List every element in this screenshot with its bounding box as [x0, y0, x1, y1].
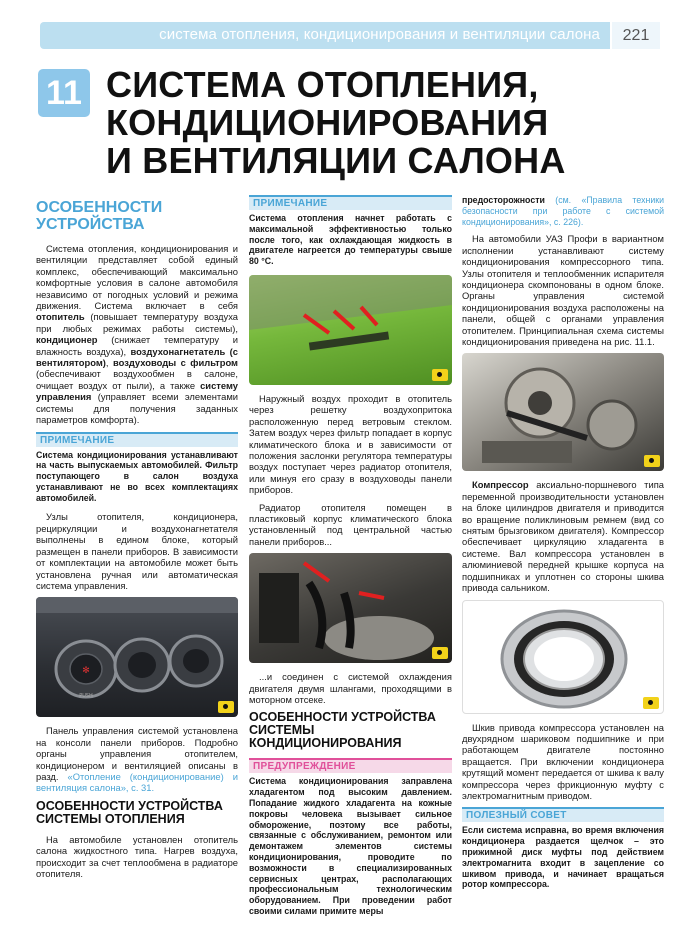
paragraph: Радиатор отопителя помещен в пластиковый корпус климатического блока установленный под центральной частью панели приборов...: [249, 501, 452, 547]
term: Компрессор: [472, 479, 529, 491]
chapter-title-line: СИСТЕМА ОТОПЛЕНИЯ,: [106, 64, 539, 105]
photo-caption: [36, 725, 238, 793]
section-heading-line: СИСТЕМЫ ОТОПЛЕНИЯ: [36, 811, 185, 826]
running-title: система отопления, кондиционирования и вентиляции салона: [159, 26, 600, 43]
cross-reference-link[interactable]: (см. «Правила техники безопасности при работе с системой кондиционирования», с. 226).: [462, 195, 664, 227]
running-header-bar: [40, 22, 610, 49]
section-heading-line: СИСТЕМЫ: [249, 723, 315, 738]
photo-bearing: [462, 600, 664, 714]
warning-box: [249, 758, 452, 916]
section-heading-line: ОСОБЕННОСТИ УСТРОЙСТВА: [249, 710, 436, 725]
tip-text: Если система исправна, во время включения кондиционера раздается щелчок – это прижимной диск муфты под действием электромагнита входит в зацепление со шкивом привода, и начинает вращаться ротор компрессора.: [462, 825, 664, 890]
term: отопитель: [36, 311, 85, 323]
bearing-illustration: [463, 601, 664, 713]
paragraph: Шкив привода компрессора установлен на двухрядном шариковом подшипнике и при работающем двигателе постоянно вращается. При включении кондиционера крутящий момент передается от шкива к валу компрессора через фрикционную муфту с электромагнитным приводом.: [462, 721, 664, 801]
section-heading: [36, 800, 238, 826]
note-text: Система отопления начнет работать с максимальной эффективностью только после того, как охлаждающая жидкость в двигателе нагреется до температуры свыше 80 °C.: [249, 213, 452, 267]
camera-icon: [432, 369, 448, 381]
chapter-number-badge: 11: [38, 69, 90, 117]
text: Система отопления, кондиционирования и вентиляции представляет собой единый комплекс, обеспечивающий максимально комфортные условия в салоне автомобиля независимо от погодных условий и режима движения. Система включает в себя: [36, 243, 238, 312]
column-middle: [249, 195, 452, 923]
section-heading-line: УСТРОЙСТВА: [36, 216, 145, 233]
section-heading-line: КОНДИЦИОНИРОВАНИЯ: [249, 736, 402, 751]
photo-caption: ...и соединен с системой охлаждения двигателя двумя шлангами, проходящими в моторном отсеке.: [249, 671, 452, 706]
svg-text:✻: ✻: [82, 666, 90, 677]
tip-box: [462, 807, 664, 890]
engine-illustration: [249, 553, 452, 663]
section-heading: [36, 199, 238, 233]
camera-icon: [218, 701, 234, 713]
paragraph: Узлы отопителя, кондиционера, рециркуляции и воздухонагнетателя выполнены в едином блоке, который размещен в панели приборов. В зависимости от комплектации на автомобиле может быть установлена ручная или автоматическая система управления.: [36, 511, 238, 591]
camera-icon: [643, 697, 659, 709]
photo-compressor: [462, 353, 664, 471]
note-label: ПРИМЕЧАНИЕ: [249, 197, 452, 210]
photo-control-panel: [36, 597, 238, 717]
paragraph: На автомобиле установлен отопитель салона жидкостного типа. Нагрев воздуха, происходит за счет теплообмена в радиаторе отопителя.: [36, 833, 238, 879]
note-text: Система кондиционирования устанавливают на часть выпускаемых автомобилей. Фильтр поступающего в салон воздуха устанавливают не во всех комплектациях автомобилей.: [36, 449, 238, 503]
push-label: PUSH: [79, 693, 93, 700]
paragraph: Наружный воздух проходит в отопитель через решетку воздухопритока расположенную перед ветровым стеклом. Затем воздух через фильтр попадает в корпус климатического блока и в зависимости от положения заслонки регулятора температуры воздух поступает через радиатор отопителя, или минуя его сразу в воздуховоды панели приборов.: [249, 392, 452, 496]
term: предосторожности: [462, 195, 545, 205]
column-right: [462, 195, 664, 898]
term: систему управления: [36, 379, 238, 403]
term: кондиционер: [36, 334, 98, 346]
text: (обеспечивают воздухообмен в салоне, очищает воздух от пыли), а также: [36, 368, 238, 391]
note-box: [36, 432, 238, 504]
text: (управляет всеми элементами системы для получения заданных параметров комфорта).: [36, 391, 238, 426]
photo-heater-hoses: [249, 553, 452, 663]
paragraph: [462, 479, 664, 593]
chapter-title-line: КОНДИЦИОНИРОВАНИЯ: [106, 102, 549, 143]
page-number: 221: [612, 22, 660, 49]
text: (повышает температуру воздуха при любых режимах работы системы),: [36, 311, 238, 334]
camera-icon: [644, 455, 660, 467]
note-label: ПРИМЕЧАНИЕ: [36, 434, 238, 447]
paragraph: На автомобили УАЗ Профи в вариантном исполнении устанавливают систему кондиционирования компрессорного типа. Узлы отопителя и теплообменник испарителя кондиционера скомпонованы в одном блоке. Органы управления системой кондиционирования воздуха расположены на панели, общей с органами управления отопителем. Принципиальная схема системы кондиционирования приведена на рис. 11.1.: [462, 233, 664, 348]
cross-reference-link[interactable]: «Отопление (кондиционирование) и вентиляция салона», с. 31.: [36, 770, 238, 794]
photo-hood-air-intake: [249, 275, 452, 385]
term: воздухонагнетатель (с вентилятором): [36, 345, 238, 369]
section-heading: [249, 711, 452, 750]
compressor-illustration: [462, 353, 664, 471]
chapter-title-line: И ВЕНТИЛЯЦИИ САЛОНА: [106, 140, 566, 181]
hood-illustration: [249, 275, 452, 385]
section-heading-line: ОСОБЕННОСТИ: [36, 199, 163, 216]
note-box: [249, 195, 452, 267]
term: воздуховоды с фильтром: [112, 357, 238, 369]
control-panel-illustration: [36, 597, 238, 717]
warning-continuation: [462, 195, 664, 227]
camera-icon: [432, 647, 448, 659]
column-left: [36, 195, 238, 885]
text: Панель управления системой установлена на консоли панели приборов. Подробно органы управления отопителем, кондиционером и вентиляцией описаны в разд.: [36, 725, 238, 782]
tip-label: ПОЛЕЗНЫЙ СОВЕТ: [462, 809, 664, 822]
text: аксиально-поршневого типа переменной производительности установлен на блоке цилиндров двигателя и приводится во вращение поликлиновым ремнем (вид со снятым брызговиком двигателя). Компрессор обеспечивает циркуляцию хладагента в системе. Вал компрессора установлен в алюминиевой передней крышке корпуса на подшипниках и уплотнен со стороны шкива привода сальником.: [462, 479, 664, 594]
warning-text: Система кондиционирования заправлена хладагентом под высоким давлением. Попадание жидкого хладагента на кожные покровы человека вызывает сильное обморожение, поэтому все работы, связанные с обслуживанием, ремонтом или демонтажем элементов системы кондиционирования, проводите по возможности в специализированных сервисных центрах, располагающих профессиональным технологическим оборудованием. При проведении работ своими силами примите меры: [249, 776, 452, 917]
section-heading-line: ОСОБЕННОСТИ УСТРОЙСТВА: [36, 798, 223, 813]
text: (снижает температуру и влажность воздуха),: [36, 334, 238, 357]
text: ,: [105, 357, 113, 369]
paragraph: [36, 243, 238, 426]
warning-label: ПРЕДУПРЕЖДЕНИЕ: [249, 760, 452, 773]
chapter-title: [106, 66, 566, 180]
